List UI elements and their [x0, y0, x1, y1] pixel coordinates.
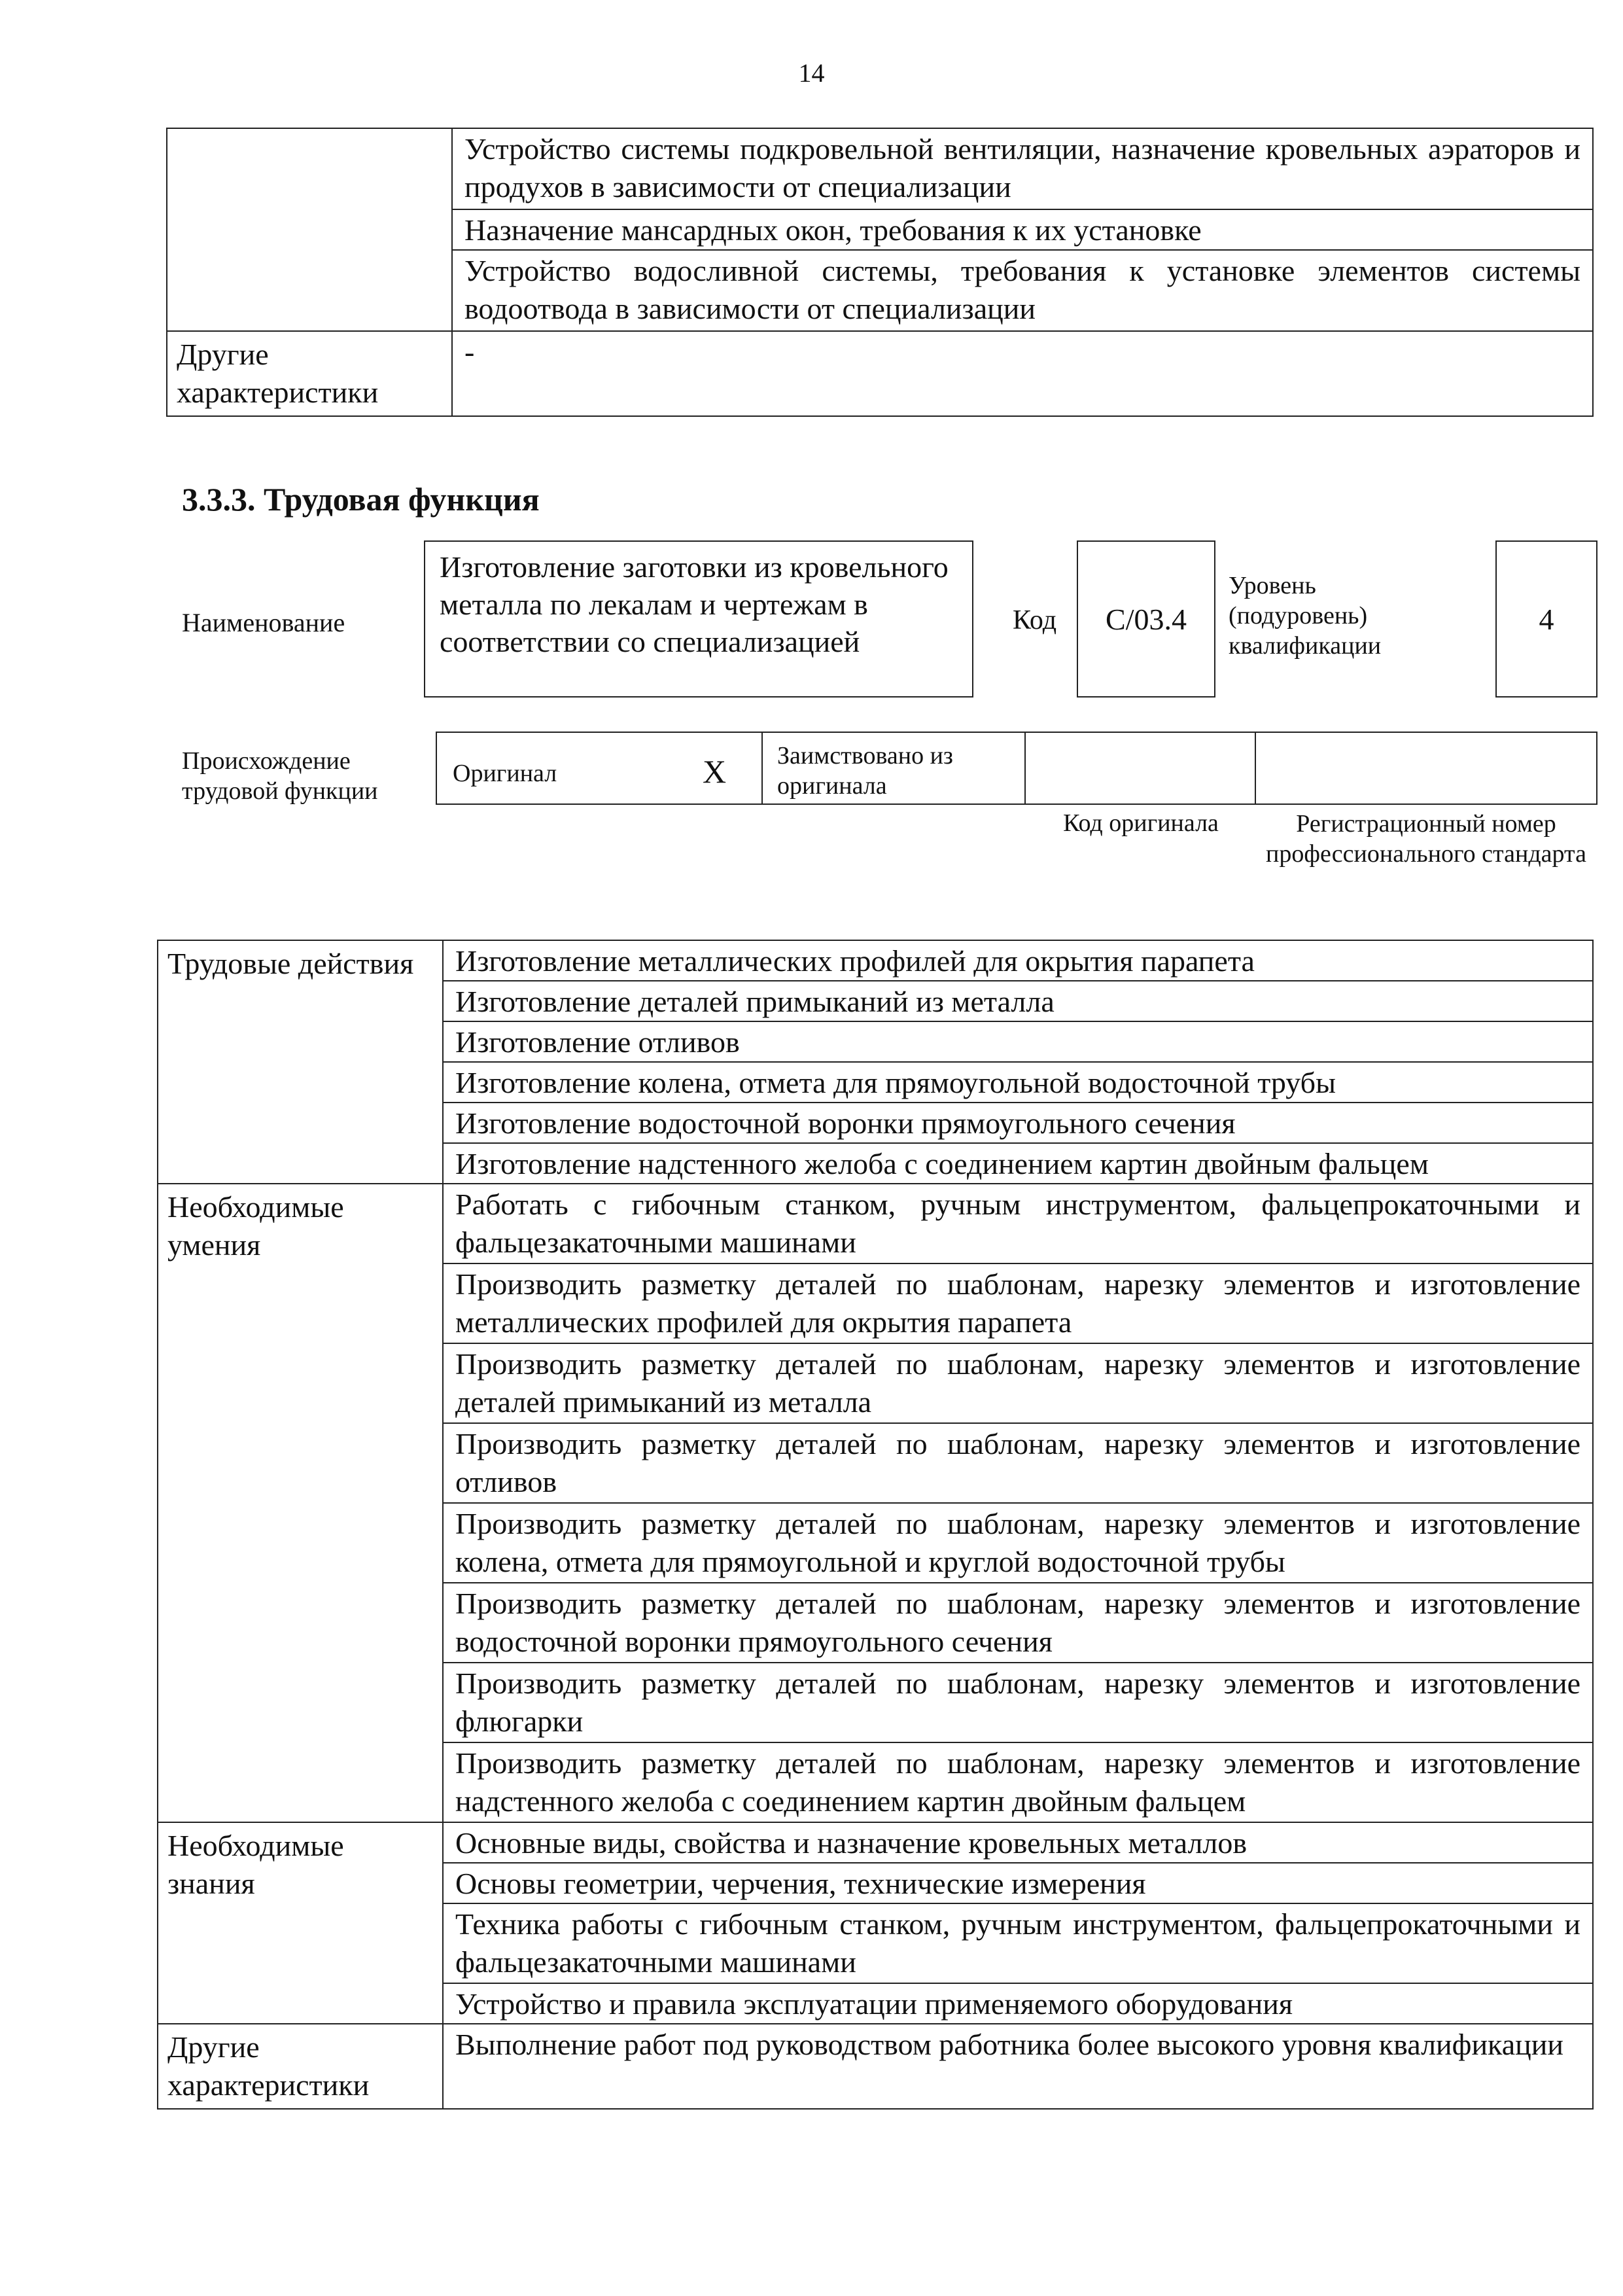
action-row: Изготовление колена, отмета для прямоугольной водосточной трубы [443, 1062, 1593, 1103]
level-label: Уровень (подуровень) квалификации [1229, 572, 1382, 660]
action-row: Изготовление отливов [443, 1021, 1593, 1062]
top-other-label: Другие характеристики [167, 331, 452, 416]
action-row: Изготовление металлических профилей для окрытия парапета [443, 940, 1593, 981]
knowledge-label: Необходимые знания [158, 1822, 443, 2024]
skill-row: Производить разметку деталей по шаблонам, нарезку элементов и изготовление металлических профилей для окрытия парапета [443, 1263, 1593, 1343]
skill-row: Производить разметку деталей по шаблонам, нарезку элементов и изготовление деталей примыканий из металла [443, 1343, 1593, 1423]
knowledge-row: Устройство и правила эксплуатации применяемого оборудования [443, 1983, 1593, 2024]
top-table-row: Устройство водосливной системы, требования к установке элементов системы водоотвода в зависимости от специализации [452, 250, 1593, 331]
action-row: Изготовление водосточной воронки прямоугольного сечения [443, 1103, 1593, 1143]
skill-row: Производить разметку деталей по шаблонам, нарезку элементов и изготовление отливов [443, 1423, 1593, 1503]
origin-divider-2 [1024, 732, 1026, 805]
borrowed-label: Заимствовано из оригинала [777, 742, 953, 800]
origin-divider-3 [1255, 732, 1256, 805]
code-label: Код [1013, 605, 1057, 635]
skill-row: Производить разметку деталей по шаблонам, нарезку элементов и изготовление надстенного желоба с соединением картин двойным фальцем [443, 1742, 1593, 1822]
skills-label: Необходимые умения [158, 1184, 443, 1822]
action-row: Изготовление надстенного желоба с соединением картин двойным фальцем [443, 1143, 1593, 1184]
skill-row: Производить разметку деталей по шаблонам, нарезку элементов и изготовление колена, отмета для прямоугольной и круглой водосточной трубы [443, 1503, 1593, 1583]
name-label: Наименование [182, 608, 345, 637]
section-title: 3.3.3. Трудовая функция [182, 481, 540, 518]
knowledge-row: Техника работы с гибочным станком, ручным инструментом, фальцепрокаточными и фальцезакаточными машинами [443, 1903, 1593, 1983]
top-table-empty-label [167, 128, 452, 331]
skill-row: Работать с гибочным станком, ручным инструментом, фальцепрокаточными и фальцезакаточными машинами [443, 1184, 1593, 1263]
original-mark: Х [703, 753, 727, 790]
name-value: Изготовление заготовки из кровельного металла по лекалам и чертежам в соответствии со специализацией [424, 540, 973, 698]
top-other-value: - [452, 331, 1593, 416]
top-table [166, 128, 1594, 417]
code-original-caption: Код оригинала [1063, 809, 1219, 837]
code-value: С/03.4 [1077, 540, 1215, 698]
original-label: Оригинал [453, 760, 557, 787]
main-other-value: Выполнение работ под руководством работника более высокого уровня квалификации [443, 2024, 1593, 2109]
top-table-row: Устройство системы подкровельной вентиляции, назначение кровельных аэраторов и продухов в зависимости от специализации [452, 128, 1593, 209]
actions-label: Трудовые действия [158, 940, 443, 1184]
skill-row: Производить разметку деталей по шаблонам, нарезку элементов и изготовление водосточной воронки прямоугольного сечения [443, 1583, 1593, 1663]
page-number: 14 [798, 58, 825, 88]
knowledge-row: Основы геометрии, черчения, технические измерения [443, 1863, 1593, 1903]
top-table-row: Назначение мансардных окон, требования к их установке [452, 209, 1593, 250]
origin-divider-1 [761, 732, 763, 805]
origin-label: Происхождение трудовой функции [182, 747, 378, 805]
skill-row: Производить разметку деталей по шаблонам, нарезку элементов и изготовление флюгарки [443, 1663, 1593, 1742]
action-row: Изготовление деталей примыканий из металла [443, 981, 1593, 1021]
level-value: 4 [1495, 540, 1597, 698]
main-other-label: Другие характеристики [158, 2024, 443, 2109]
origin-table [436, 732, 1597, 805]
knowledge-row: Основные виды, свойства и назначение кровельных металлов [443, 1822, 1593, 1863]
reg-number-caption: Регистрационный номер профессионального стандарта [1266, 810, 1586, 868]
main-table [157, 940, 1594, 2110]
